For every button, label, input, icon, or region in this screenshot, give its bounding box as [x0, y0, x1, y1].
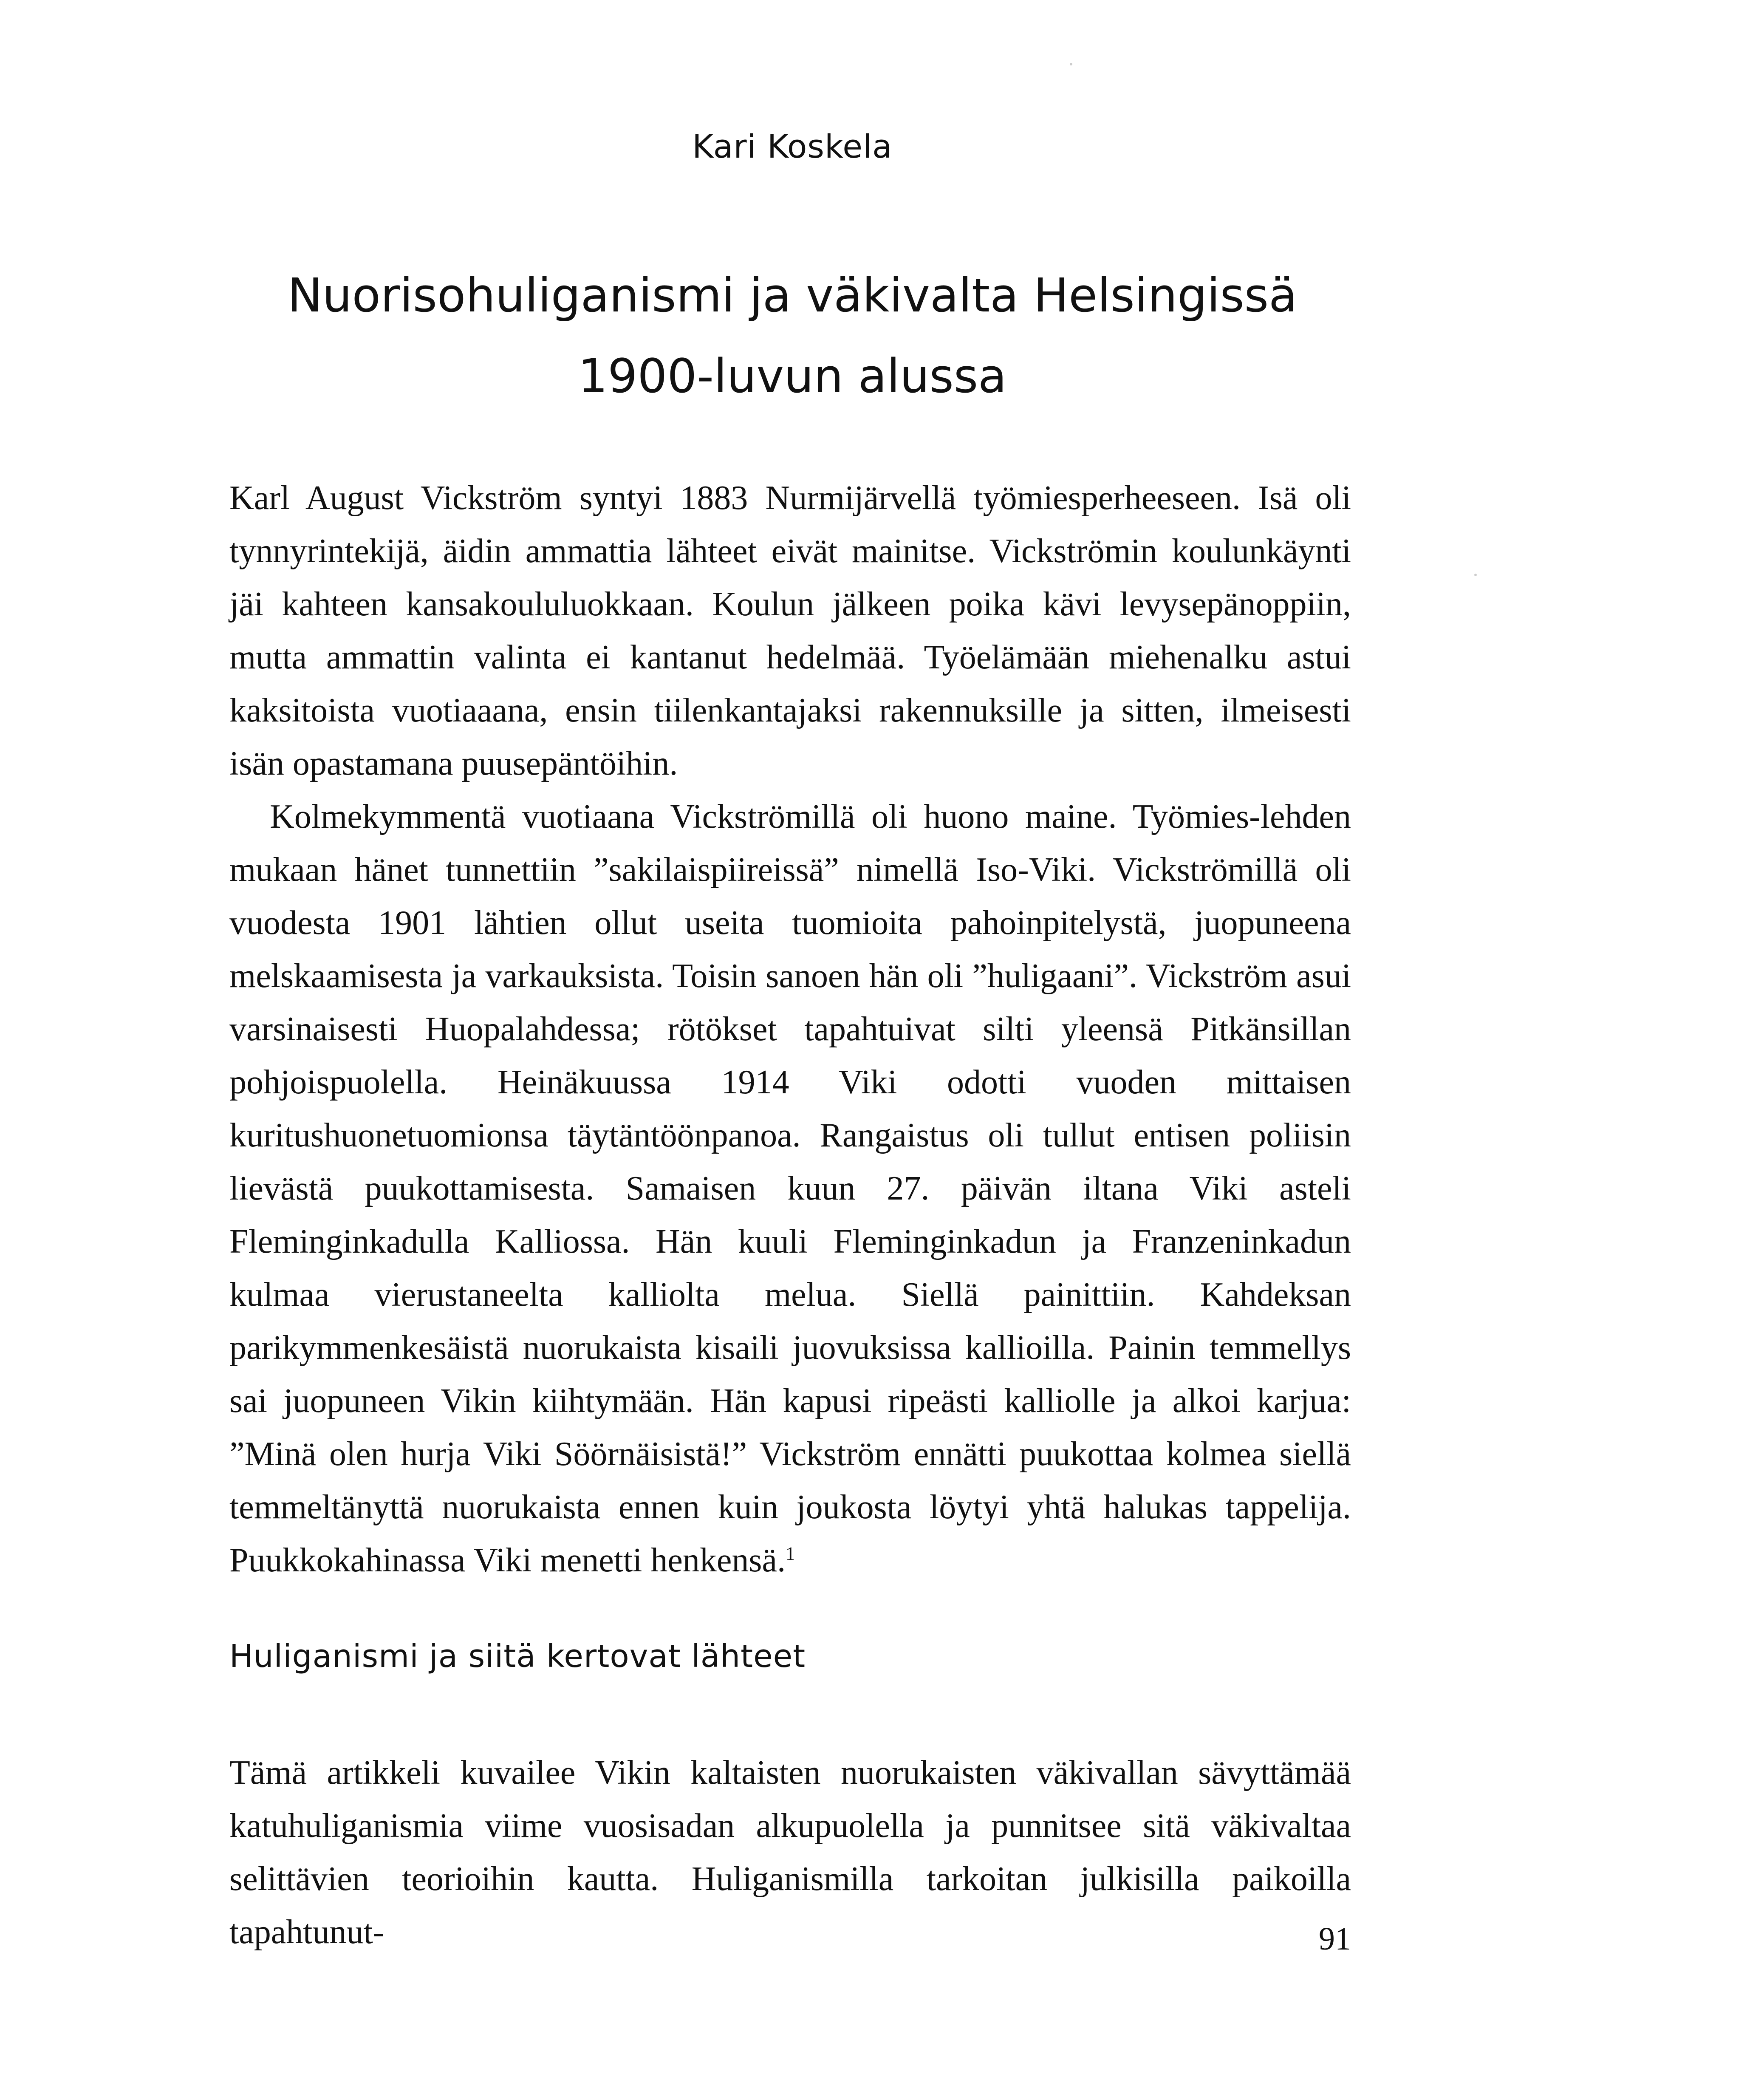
- body-paragraph: [229, 790, 1351, 1587]
- section-heading: Huliganismi ja siitä kertovat lähteet: [229, 1638, 806, 1675]
- page-number: 91: [1319, 1921, 1351, 1957]
- section-paragraph-block: [229, 1746, 1351, 1959]
- article-title-line-2: 1900-luvun alussa: [578, 349, 1007, 403]
- article-title: [127, 255, 1457, 416]
- body-paragraph-2-block: [229, 790, 1351, 1587]
- scan-speck: [1070, 63, 1072, 65]
- footnote-reference[interactable]: 1: [786, 1543, 795, 1564]
- body-paragraph-text: Kolmekymmentä vuotiaana Vickströmillä oli huono maine. Työmies-lehden mukaan hänet tunnettiin ”sakilaispiireissä” nimellä Iso-Viki. Vickströmillä oli vuodesta 1901 lähtien ollut useita tuomioita pahoinpitelystä, juopuneena melskaamisesta ja varkauksista. Toisin sanoen hän oli ”huligaani”. Vickström asui varsinaisesti Huopalahdessa; rötökset tapahtuivat silti yleensä Pitkänsillan pohjoispuolella. Heinäkuussa 1914 Viki odotti vuoden mittaisen kuritushuonetuomionsa täytäntöönpanoa. Rangaistus oli tullut entisen poliisin lievästä puukottamisesta. Samaisen kuun 27. päivän iltana Viki asteli Fleminginkadulla Kalliossa. Hän kuuli Fleminginkadun ja Franzeninkadun kulmaa vierustaneelta kalliolta melua. Siellä painittiin. Kahdeksan parikymmenkesäistä nuorukaista kisaili juovuksissa kallioilla. Painin temmellys sai juopuneen Vikin kiihtymään. Hän kapusi ripeästi kalliolle ja alkoi karjua: ”Minä olen hurja Viki Söörnäisistä!” Vickström ennätti puukottaa kolmea siellä temmeltänyttä nuorukaista ennen kuin joukosta löytyi yhtä halukas tappelija. Puukkokahinassa Viki menetti henkensä.: [229, 798, 1351, 1579]
- article-title-line-1: Nuorisohuliganismi ja väkivalta Helsingissä: [287, 268, 1298, 323]
- body-paragraph-1-block: [229, 472, 1351, 790]
- scan-speck: [1474, 574, 1477, 576]
- author-name: Kari Koskela: [692, 127, 893, 165]
- body-paragraph: Karl August Vickström syntyi 1883 Nurmijärvellä työmiesperheeseen. Isä oli tynnyrintekijä, äidin ammattia lähteet eivät mainitse. Vickströmin koulunkäynti jäi kahteen kansakoululuokkaan. Koulun jälkeen poika kävi levysepänoppiin, mutta ammattin valinta ei kantanut hedelmää. Työelämään miehenalku astui kaksitoista vuotiaaana, ensin tiilenkantajaksi rakennuksille ja sitten, ilmeisesti isän opastamana puusepäntöihin.: [229, 479, 1351, 782]
- body-paragraph: Tämä artikkeli kuvailee Vikin kaltaisten nuorukaisten väkivallan sävyttämää katuhuliganismia viime vuosisadan alkupuolella ja punnitsee sitä väkivaltaa selittävien teorioihin kautta. Huliganismilla tarkoitan julkisilla paikoilla tapahtunut-: [229, 1754, 1351, 1951]
